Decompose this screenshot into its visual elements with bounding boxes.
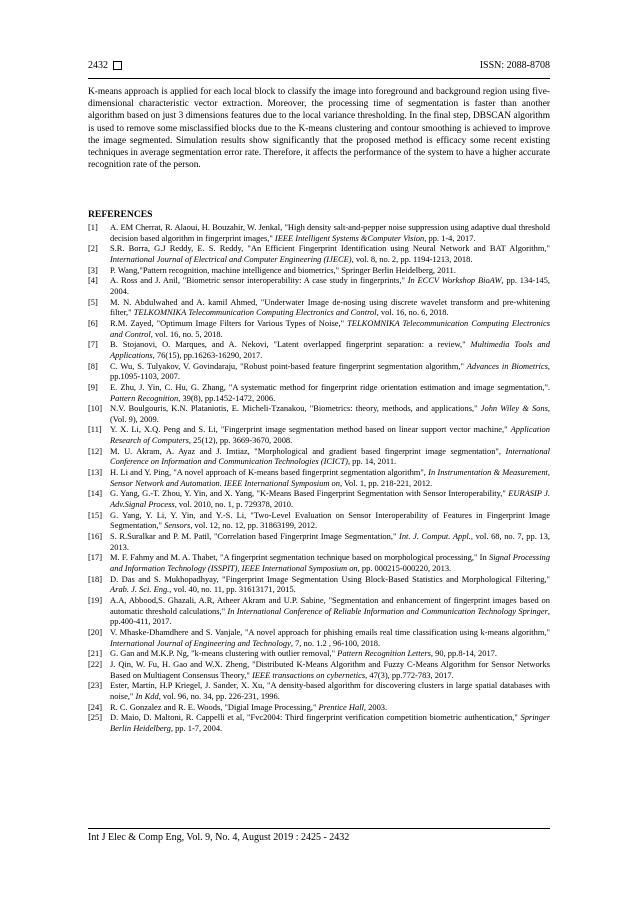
page-footer: Int J Elec & Comp Eng, Vol. 9, No. 4, August 2019 : 2425 - 2432 — [88, 832, 350, 843]
reference-number: [21] — [88, 648, 103, 659]
reference-venue: EURASIP J. Adv.Signal Process — [110, 488, 550, 510]
reference-item — [88, 318, 550, 339]
reference-item — [88, 339, 550, 360]
reference-item — [88, 680, 550, 701]
reference-text — [110, 403, 550, 424]
reference-item — [88, 222, 550, 243]
reference-text — [110, 265, 550, 276]
reference-item — [88, 510, 550, 531]
reference-venue: International Journal of Engineering and Technology — [110, 637, 291, 648]
reference-details: , Vol. 1, pp. 218-221, 2012. — [339, 477, 433, 488]
reference-venue: IEEE transactions on cybernetics — [251, 669, 366, 680]
reference-venue: Arab. J. Sci. Eng. — [110, 584, 170, 595]
reference-details: , 7, no. 1.2 , 96-100, 2018. — [290, 637, 381, 648]
page-header — [88, 60, 550, 76]
reference-number: [24] — [88, 701, 103, 712]
reference-venue: Application Research of Computers — [110, 424, 550, 446]
reference-details: , 39(8), pp.1452-1472, 2006. — [178, 392, 276, 403]
reference-item — [88, 243, 550, 264]
reference-authors-title: J. Qin, W. Fu, H. Gao and W.X. Zheng, "Distributed K-Means Algorithm and Fuzzy C-Means Algorithm for Sensor Networks Based on Multiagent Consensus Theory," — [110, 658, 550, 680]
reference-text — [110, 488, 550, 509]
reference-authors-title: E. Zhu, J. Yin, C. Hu, G. Zhang, "A systematic method for fingerprint ridge orientation estimation and image segmentation,". — [110, 381, 550, 392]
reference-authors-title: D. Maio, D. Maltoni, R. Cappelli et al, "Fvc2004: Third fingerprint verification competition biometric authentication," — [110, 712, 521, 723]
reference-text — [110, 552, 550, 573]
reference-authors-title: D. Das and S. Mukhopadhyay, "Fingerprint Image Segmentation Using Block-Based Statistics and Morphological Filtering," — [110, 573, 550, 584]
reference-authors-title: S.R. Borra, G.J Reddy, E. S. Reddy, "An Efficient Fingerprint Identification using Neural Network and BAT Algorithm," — [110, 243, 550, 254]
reference-details: , 90, pp.8-14, 2017. — [430, 648, 498, 659]
reference-authors-title: M. F. Fahmy and M. A. Thabet, "A fingerprint segmentation technique based on morphological processing," In — [110, 552, 489, 563]
reference-venue: Prentice Hall — [318, 701, 364, 712]
reference-text — [110, 243, 550, 264]
reference-authors-title: Ester, Martin, H.P Kriegel, J. Sander, X. Xu, "A density-based algorithm for discovering clusters in large spatial databases with noise," — [110, 680, 550, 701]
footer-divider — [88, 828, 550, 829]
reference-authors-title: B. Stojanovi, O. Marques, and A. Nekovi, "Latent overlapped fingerprint separation: a review," — [110, 339, 471, 350]
reference-number: [4] — [88, 275, 98, 286]
reference-item — [88, 424, 550, 445]
reference-details: , pp. 14, 2011. — [347, 456, 397, 467]
reference-number: [7] — [88, 339, 98, 350]
reference-text — [110, 424, 550, 445]
reference-number: [8] — [88, 360, 98, 371]
references-heading: REFERENCES — [88, 209, 153, 220]
reference-venue: In ECCV Workshop BioAW — [407, 275, 502, 286]
reference-authors-title: N.V. Boulgouris, K.N. Plataniotis, E. Micheli-Tzanakou, "Biometrics: theory, methods, and applications," — [110, 403, 481, 414]
reference-venue: Springer Berlin Heidelberg — [110, 712, 550, 733]
reference-venue: John Wiley & Sons — [480, 403, 548, 414]
reference-item — [88, 712, 550, 733]
reference-details: , 25(12), pp. 3669-3670, 2008. — [188, 435, 293, 446]
reference-text — [110, 275, 550, 296]
reference-number: [11] — [88, 424, 102, 435]
page-number: 2432 — [88, 60, 108, 71]
reference-number: [6] — [88, 317, 98, 328]
reference-venue: IEEE Intelligent Systems &Computer Vision, — [274, 232, 427, 243]
reference-text — [110, 339, 550, 360]
reference-authors-title: Y. X. Li, X.Q. Peng and S. Li, "Fingerprint image segmentation method based on linear support vector machine," — [110, 424, 511, 435]
reference-details: , pp. 000215-000220, 2013. — [357, 563, 452, 573]
reference-venue: Multimedia Tools and Applications — [110, 339, 550, 360]
reference-text — [110, 659, 550, 680]
reference-number: [10] — [88, 403, 103, 414]
reference-text — [110, 712, 550, 733]
reference-item — [88, 446, 550, 467]
reference-details: , vol. 96, no. 34, pp. 226-231, 1996. — [158, 690, 280, 701]
reference-item — [88, 265, 550, 276]
reference-text — [110, 595, 550, 627]
reference-details: , vol. 40, no. 11, pp. 31613171, 2015. — [169, 584, 296, 595]
reference-number: [25] — [88, 712, 103, 723]
reference-text — [110, 297, 550, 318]
reference-venue: Pattern Recognition — [110, 392, 179, 403]
reference-number: [23] — [88, 680, 103, 691]
reference-details: , vol. 16, no. 6, 2018. — [376, 307, 449, 318]
reference-text — [110, 467, 550, 488]
reference-details: , vol. 12, no. 12, pp. 31863199, 2012. — [190, 520, 318, 531]
reference-text — [110, 510, 550, 531]
reference-item — [88, 382, 550, 403]
reference-venue: In International Conference of Reliable Information and Communication Technology Springer — [227, 605, 548, 616]
reference-number: [15] — [88, 509, 103, 520]
reference-number: [20] — [88, 626, 103, 637]
reference-authors-title: P. Wang,"Pattern recognition, machine intelligence and biometrics," Springer Berlin Heidelberg, 2011. — [110, 264, 456, 275]
reference-text — [110, 574, 550, 595]
reference-text — [110, 627, 550, 648]
reference-authors-title: V. Mhaske-Dhamdhere and S. Vanjale, "A novel approach for phishing emails real time classification using k-means algorithm," — [110, 626, 550, 637]
reference-venue: International Journal of Electrical and Computer Engineering (IJECE) — [110, 253, 352, 264]
reference-text — [110, 318, 550, 339]
reference-authors-title: A. EM Cherrat, R. Alaoui, H. Bouzahir, W. Jenkal, "High density salt-and-pepper noise suppression using adaptive dual threshold decision based algorithm in fingerprint images," — [110, 222, 550, 243]
reference-number: [18] — [88, 573, 103, 584]
reference-item — [88, 702, 550, 713]
reference-text — [110, 382, 550, 403]
references-list — [88, 222, 550, 734]
reference-details: , vol. 16, no. 5, 2018. — [150, 328, 223, 339]
reference-venue: TELKOMNIKA Telecommunication Computing Electronics and Control — [110, 317, 550, 339]
reference-number: [17] — [88, 552, 103, 563]
reference-venue: In Instrumentation & Measurement, Sensor Network and Automation. IEEE International Symposium on — [110, 467, 550, 488]
reference-item — [88, 552, 550, 573]
reference-authors-title: M. N. Abdulwahed and A. kamil Ahmed, "Underwater Image de-nosing using discrete wavelet transform and pre-whitening filter," — [110, 296, 550, 318]
reference-venue: Pattern Recognition Letters — [337, 648, 431, 659]
body-paragraph: K-means approach is applied for each local block to classify the image into foreground and background region using five-dimensional characteristic vector extraction. Moreover, the processing time of segmentation is faster than another algorithm based on just 3 dimensions features due to the local variance thresholding. In the final step, DBSCAN algorithm is used to remove some misclassified blocks due to the K-means clustering and contour smoothing is achieved to improve the image segmented. Simulation results show significantly that the proposed method is efficacy some recent existing techniques in average segmentation error rate. Therefore, it affects the performance of the system to have a higher accurate recognition rate of the person. — [88, 87, 550, 171]
reference-details: , (Vol. 9), 2009. — [110, 403, 550, 424]
reference-item — [88, 275, 550, 296]
reference-authors-title: M. U. Akram, A. Ayaz and J. Imtiaz, "Morphological and gradient based fingerprint image segmentation", — [110, 445, 506, 456]
reference-details: , pp. 1-7, 2004. — [170, 722, 223, 733]
reference-item — [88, 627, 550, 648]
reference-item — [88, 595, 550, 627]
reference-authors-title: A. Ross and J. Anil, "Biometric sensor interoperability: A case study in fingerprints," — [110, 275, 408, 286]
reference-details: , vol. 68, no. 7, pp. 13, 2013. — [110, 531, 550, 552]
reference-text — [110, 222, 550, 243]
reference-authors-title: A.A, Abbood,S. Ghazali, A.R, Atheer Akram and U.P. Sabine, "Segmentation and enhancement of fingerprint images based on automatic threshold calculations," — [110, 594, 550, 616]
reference-authors-title: C. Wu, S. Tulyakov, V. Govindaraju, "Robust point-based feature fingerprint segmentation algorithm," — [110, 360, 467, 371]
reference-item — [88, 648, 550, 659]
reference-text — [110, 531, 550, 552]
header-divider — [88, 78, 550, 79]
reference-text — [110, 702, 550, 713]
reference-details: , pp.400-411, 2017. — [110, 605, 550, 627]
reference-item — [88, 361, 550, 382]
reference-text — [110, 361, 550, 382]
reference-venue: Sensors — [164, 520, 191, 531]
reference-number: [16] — [88, 531, 103, 542]
reference-venue: Signal Processing and Information Technology (ISSPIT), IEEE International Symposium on — [110, 552, 550, 573]
reference-number: [5] — [88, 296, 98, 307]
reference-details: , 47(3), pp.772-783, 2017. — [365, 669, 454, 680]
square-bullet-icon — [113, 61, 122, 70]
reference-text — [110, 446, 550, 467]
reference-venue: Int. J. Comput. Appl. — [399, 531, 471, 542]
reference-venue: International Conference on Information and Communication Technologies (ICICT) — [110, 445, 550, 467]
reference-authors-title: S. R.Suralkar and P. M. Patil, "Correlation based Fingerprint Image Segmentation," — [110, 531, 400, 542]
reference-details: , vol. 8, no. 2, pp. 1194-1213, 2018. — [351, 253, 473, 264]
reference-details: , pp.1095-1103, 2007. — [110, 360, 550, 382]
reference-authors-title: G. Yang, G.-T. Zhou, Y. Yin, and X. Yang, "K-Means Based Fingerprint Segmentation with Sensor Interoperability," — [110, 488, 509, 499]
reference-authors-title: G. Gan and M.K.P. Ng, "k-means clustering with outlier removal," — [110, 648, 338, 659]
reference-venue: In Kdd — [135, 690, 159, 701]
reference-details: , 2003. — [363, 701, 388, 712]
reference-details: , vol. 2010, no. 1, p. 729378, 2010. — [174, 499, 294, 510]
reference-authors-title: H. Li and Y. Ping, "A novel approach of K-means based fingerprint segmentation algorithm", — [110, 467, 429, 478]
reference-text — [110, 648, 550, 659]
reference-item — [88, 488, 550, 509]
reference-authors-title: R.M. Zayed, "Optimum Image Filters for Various Types of Noise," — [110, 317, 348, 328]
reference-item — [88, 467, 550, 488]
reference-text — [110, 680, 550, 701]
reference-details: , pp. 134-145, 2004. — [110, 275, 551, 296]
reference-number: [9] — [88, 381, 98, 392]
reference-number: [3] — [88, 264, 98, 275]
reference-details: , 76(15), pp.16263-16290, 2017. — [152, 349, 263, 360]
reference-number: [19] — [88, 594, 103, 605]
reference-venue: TELKOMNIKA Telecommunication Computing Electronics and Control — [133, 307, 377, 318]
issn-label: ISSN: 2088-8708 — [479, 60, 550, 71]
reference-number: [12] — [88, 445, 103, 456]
reference-item — [88, 531, 550, 552]
reference-number: [13] — [88, 467, 103, 478]
reference-venue: Advances in Biometrics — [466, 360, 548, 371]
reference-number: [1] — [88, 222, 98, 232]
reference-details: pp. 1-4, 2017. — [426, 232, 476, 243]
reference-number: [2] — [88, 243, 98, 254]
reference-item — [88, 574, 550, 595]
reference-number: [22] — [88, 658, 103, 669]
reference-item — [88, 403, 550, 424]
reference-item — [88, 659, 550, 680]
reference-authors-title: G. Yang, Y. Li, Y. Yin, and Y.-S. Li, "Two-Level Evaluation on Sensor Interoperability of Features in Fingerprint Image Segmentation," — [110, 509, 550, 531]
reference-number: [14] — [88, 488, 103, 499]
reference-authors-title: R. C. Gonzalez and R. E. Woods, "Digial Image Processing," — [110, 701, 319, 712]
reference-item — [88, 297, 550, 318]
